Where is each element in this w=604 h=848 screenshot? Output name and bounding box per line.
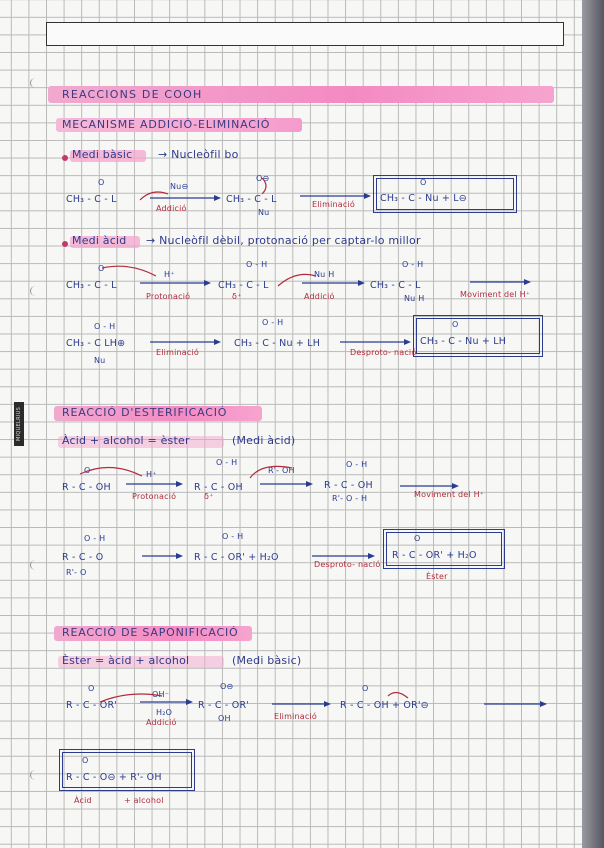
int3-nu: Nu [94,356,106,365]
protonation-label: Protonació [132,492,177,501]
saponification-equation: Èster = àcid + alcohol [62,654,190,667]
hydroxide: OH⁻ [152,690,170,699]
ester-r5: R - C - OR' + H₂O [194,552,279,563]
proton: H⁺ [164,270,175,279]
int3-top: O - H [94,322,116,331]
curly-arrow [250,466,292,478]
nucleophile-h: Nu H [314,270,335,279]
r3-top: O - H [346,460,368,469]
r5-top: O - H [222,532,244,541]
deprotonation-label: Desproto- nació [350,348,417,357]
product-oxygen: O [82,756,89,765]
basic-note: → Nucleòfil bo [158,148,239,161]
int4-top: O - H [262,318,284,327]
saponification-title: REACCIÓ DE SAPONIFICACIÓ [62,626,239,639]
elimination-label: Eliminació [156,348,200,357]
proton-move-label: Moviment del H⁺ [460,290,531,299]
basic-reactant: CH₃ - C - L [66,194,117,205]
nucleophile: Nu⊖ [170,182,189,191]
curly-arrow [262,178,266,194]
curly-arrow [278,274,316,286]
elimination-label: Eliminació [312,200,356,209]
sapon-r3: R - C - OH + OR'⊖ [340,700,429,711]
brand-tag: MIQUELRIUS [14,402,24,446]
curly-arrow [80,467,142,476]
alcohol: R'- OH [268,466,295,475]
addition-label: Addició [304,292,335,301]
carbonyl-oxygen: O [98,264,105,273]
acid-product: CH₃ - C - Nu + LH [420,336,507,347]
acid-note: → Nucleòfil dèbil, protonació per captar-lo millor [146,234,421,247]
r2-hydroxyl: OH [218,714,231,723]
esterification-medium: (Medi àcid) [232,434,296,447]
acid-int4: CH₃ - C - Nu + LH [234,338,321,349]
addition-label: Addició [156,204,187,213]
r2-oxygen: O⊖ [220,682,234,691]
carbonyl-oxygen: O [98,178,105,187]
elimination-label: Eliminació [274,712,318,721]
acid-product-label: Àcid [74,796,92,805]
protonation-label: Protonació [146,292,191,301]
esterification-title: REACCIÓ D'ESTERIFICACIÓ [62,406,228,419]
main-title: REACCIONS DE COOH [62,88,203,101]
acid-int1: CH₃ - C - L [218,280,269,291]
delta-plus: δ⁺ [204,492,214,501]
curly-arrow [388,692,408,698]
ester-r2: R - C - OH [194,482,243,493]
ester-r1: R - C - OH [62,482,111,493]
water: H₂O [156,708,173,717]
deprotonation-label: Desproto- nació [314,560,381,569]
delta-plus: δ⁺ [232,292,242,301]
carbonyl-oxygen: O [84,466,91,475]
r3-oxygen: O [362,684,369,693]
r3-side: R'- O - H [332,494,368,503]
acid-int2: CH₃ - C - L [370,280,421,291]
saponification-medium: (Medi bàsic) [232,654,302,667]
sapon-r1: R - C - OR' [66,700,118,711]
int2-bottom: Nu H [404,294,425,303]
product-oxygen: O [452,320,459,329]
product-oxygen: O [420,178,427,187]
basic-label: Medi bàsic [72,148,133,161]
ester-r3: R - C - OH [324,480,373,491]
acid-label: Medi àcid [72,234,127,247]
addition-label: Addició [146,718,177,727]
alkoxide-oxygen: O⊖ [256,174,270,183]
basic-intermediate: CH₃ - C - L [226,194,277,205]
ester-r4: R - C - O [62,552,104,563]
product-oxygen: O [414,534,421,543]
basic-product: CH₃ - C - Nu + L⊖ [380,193,467,204]
r4-top: O - H [84,534,106,543]
sapon-product: R - C - O⊖ + R'- OH [66,772,162,783]
proton-move-label: Moviment del H⁺ [414,490,485,499]
r2-top: O - H [216,458,238,467]
mechanism-title: MECANISME ADDICIÓ-ELIMINACIÓ [62,118,271,131]
carbonyl-oxygen: O [88,684,95,693]
sapon-r2: R - C - OR' [198,700,250,711]
alcohol-product-label: + alcohol [124,796,164,805]
int1-top: O - H [246,260,268,269]
curly-arrow [102,266,156,276]
ester-product: R - C - OR' + H₂O [392,550,477,561]
curly-arrow [100,694,162,702]
esterification-equation: Àcid + alcohol = èster [62,434,190,447]
curly-arrow [140,192,168,200]
acid-reactant: CH₃ - C - L [66,280,117,291]
acid-int3: CH₃ - C LH⊕ [66,338,126,349]
ester-product-label: Èster [426,572,448,581]
r4-side: R'- O [66,568,87,577]
intermediate-nu: Nu [258,208,270,217]
int2-top: O - H [402,260,424,269]
proton: H⁺ [146,470,157,479]
